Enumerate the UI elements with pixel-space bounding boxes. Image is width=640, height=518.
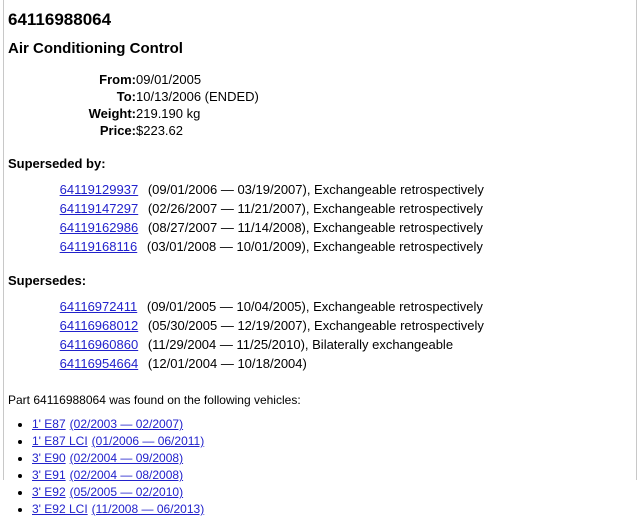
superseded-by-part-detail: (09/01/2006 — 03/19/2007), Exchangeable retrospectively	[147, 182, 484, 197]
superseded-by-part-link[interactable]: 64119129937	[59, 182, 139, 197]
spec-label-weight: Weight:	[88, 106, 136, 121]
spec-value-to: 10/13/2006 (ENDED)	[136, 89, 259, 104]
supersedes-part-link[interactable]: 64116954664	[59, 356, 139, 371]
superseded-by-part-detail: (02/26/2007 — 11/21/2007), Exchangeable retrospectively	[147, 201, 483, 216]
vehicle-date-range[interactable]: (11/2008 — 06/2013)	[91, 502, 205, 516]
part-number-heading: 64116988064	[8, 10, 112, 29]
superseded-by-heading: Superseded by:	[8, 156, 106, 171]
supersedes-heading: Supersedes:	[8, 273, 87, 288]
spec-value-price: $223.62	[136, 123, 183, 138]
supersedes-part-link[interactable]: 64116972411	[59, 299, 138, 314]
supersedes-part-link[interactable]: 64116960860	[59, 337, 139, 352]
supersedes-part-detail: (11/29/2004 — 11/25/2010), Bilaterally exchangeable	[147, 337, 454, 352]
supersedes-part-detail: (09/01/2005 — 10/04/2005), Exchangeable retrospectively	[146, 299, 483, 314]
vehicle-date-range[interactable]: (05/2005 — 02/2010)	[69, 485, 184, 499]
vehicle-link[interactable]: 1' E87 LCI	[32, 434, 88, 448]
table-row	[8, 105, 259, 122]
superseded-by-part-detail: (08/27/2007 — 11/14/2008), Exchangeable retrospectively	[147, 220, 483, 235]
list-item	[8, 180, 630, 199]
spec-label-price: Price:	[99, 123, 136, 138]
supersedes-part-link[interactable]: 64116968012	[59, 318, 139, 333]
list-item	[32, 416, 630, 433]
list-item	[32, 433, 630, 450]
supersedes-part-detail: (05/30/2005 — 12/19/2007), Exchangeable retrospectively	[147, 318, 484, 333]
part-title-heading: Air Conditioning Control	[8, 40, 183, 57]
list-item	[8, 199, 630, 218]
table-row	[8, 71, 259, 88]
vehicle-date-range[interactable]: (02/2003 — 02/2007)	[69, 417, 184, 431]
supersedes-list	[8, 297, 630, 373]
vehicle-link[interactable]: 3' E92	[32, 485, 66, 499]
list-item	[32, 501, 630, 518]
list-item	[32, 467, 630, 484]
table-row	[8, 122, 259, 139]
spec-label-from: From:	[99, 72, 136, 87]
page-left-border	[0, 0, 4, 480]
superseded-by-part-link[interactable]: 64119147297	[59, 201, 139, 216]
vehicle-list	[8, 416, 630, 518]
superseded-by-list	[8, 180, 630, 256]
vehicle-link[interactable]: 3' E91	[32, 468, 66, 482]
list-item	[8, 218, 630, 237]
vehicle-link[interactable]: 1' E87	[32, 417, 66, 431]
list-item	[8, 354, 630, 373]
list-item	[32, 484, 630, 501]
list-item	[8, 316, 630, 335]
part-specs-table	[8, 71, 259, 139]
list-item	[8, 335, 630, 354]
spec-value-from: 09/01/2005	[136, 72, 202, 87]
superseded-by-part-link[interactable]: 64119168116	[59, 239, 138, 254]
spec-label-to: To:	[116, 89, 136, 104]
list-item	[8, 237, 630, 256]
spec-value-weight: 219.190 kg	[136, 106, 201, 121]
list-item	[32, 450, 630, 467]
vehicle-date-range[interactable]: (01/2006 — 06/2011)	[91, 434, 205, 448]
vehicle-link[interactable]: 3' E90	[32, 451, 66, 465]
page-right-border	[636, 0, 640, 480]
supersedes-part-detail: (12/01/2004 — 10/18/2004)	[147, 356, 307, 371]
superseded-by-part-detail: (03/01/2008 — 10/01/2009), Exchangeable retrospectively	[146, 239, 483, 254]
vehicle-date-range[interactable]: (02/2004 — 09/2008)	[69, 451, 184, 465]
superseded-by-part-link[interactable]: 64119162986	[59, 220, 139, 235]
vehicle-date-range[interactable]: (02/2004 — 08/2008)	[69, 468, 184, 482]
list-item	[8, 297, 630, 316]
vehicles-intro-text: Part 64116988064 was found on the following vehicles:	[8, 393, 301, 407]
table-row	[8, 88, 259, 105]
vehicle-link[interactable]: 3' E92 LCI	[32, 502, 88, 516]
